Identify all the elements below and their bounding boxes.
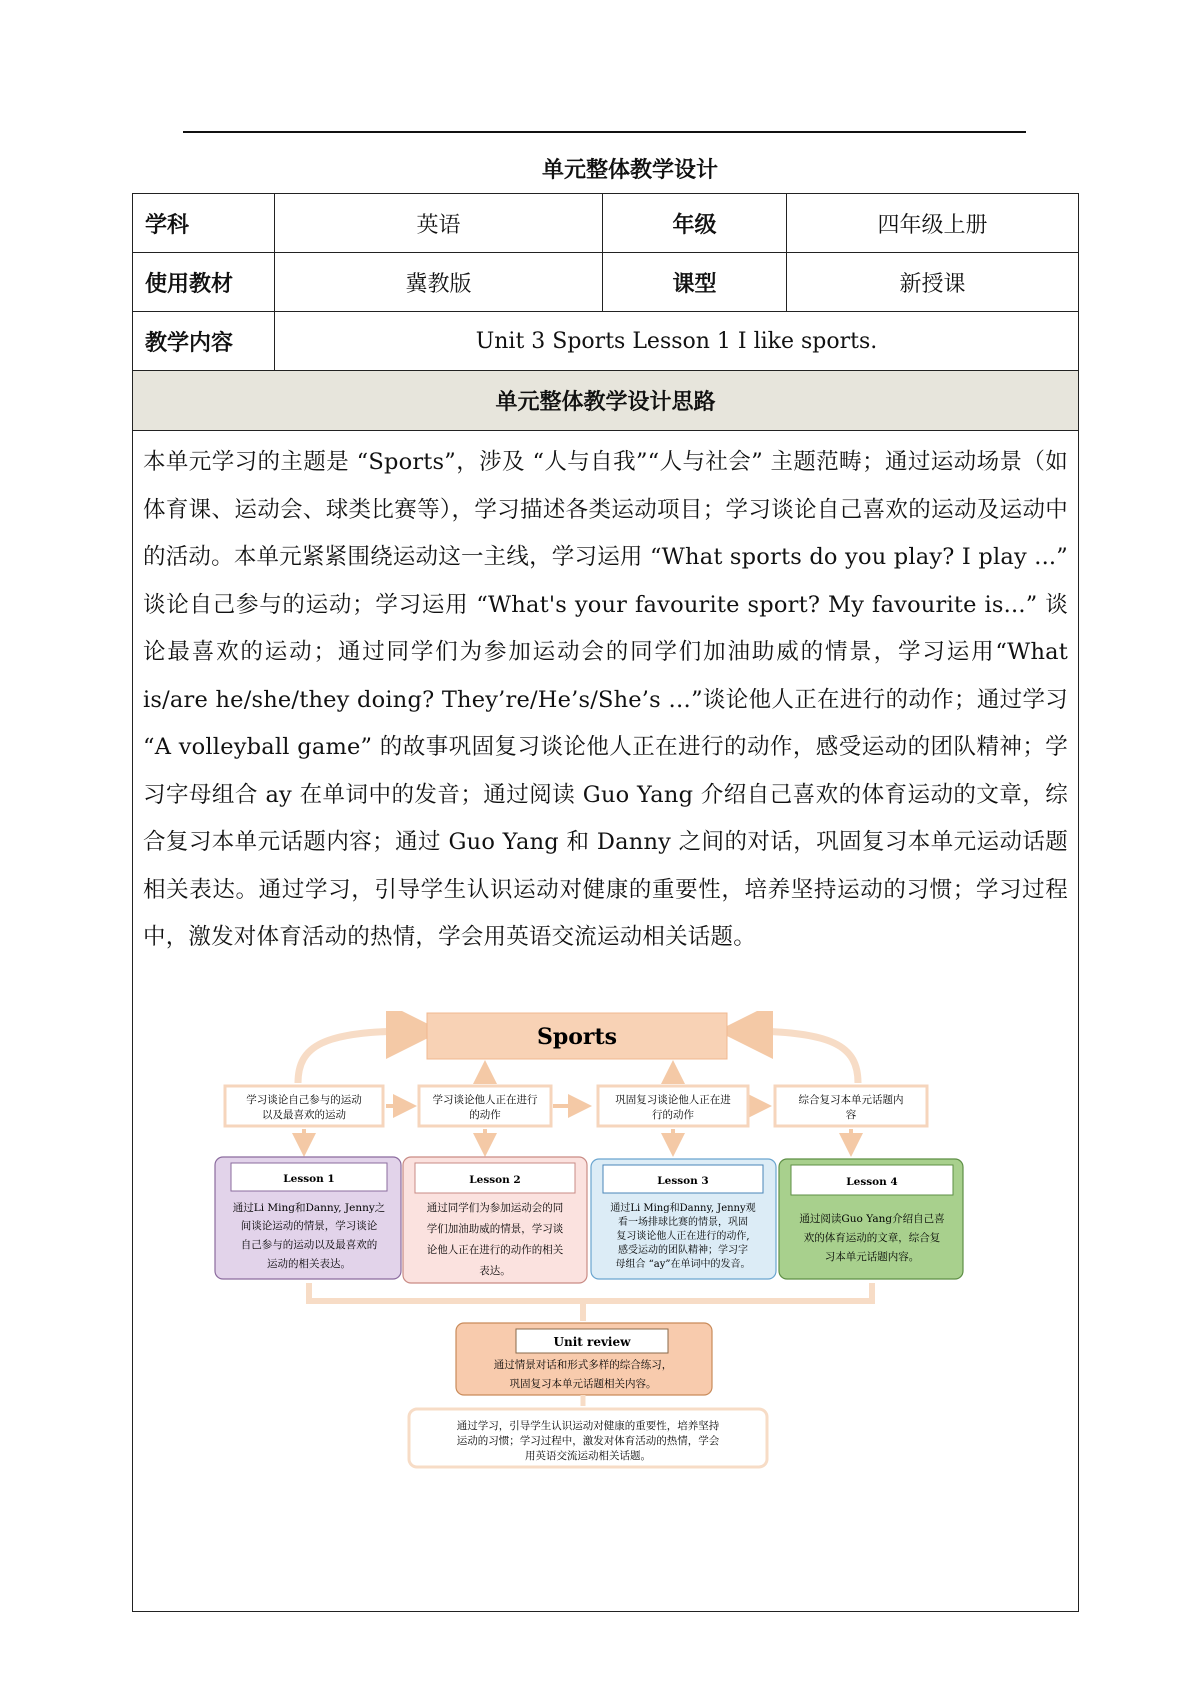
subject-value: 英语 bbox=[275, 194, 603, 253]
svg-text:容: 容 bbox=[845, 1109, 857, 1121]
svg-text:复习谈论他人正在进行的动作,: 复习谈论他人正在进行的动作, bbox=[616, 1231, 750, 1242]
svg-text:感受运动的团队精神；学习字: 感受运动的团队精神；学习字 bbox=[618, 1245, 748, 1256]
center-title: Sports bbox=[536, 1024, 618, 1050]
svg-text:通过Li Ming和Danny, Jenny之: 通过Li Ming和Danny, Jenny之 bbox=[232, 1202, 386, 1214]
svg-text:巩固复习谈论他人正在进: 巩固复习谈论他人正在进 bbox=[615, 1094, 731, 1106]
svg-text:Unit review: Unit review bbox=[553, 1335, 631, 1349]
section-header: 单元整体教学设计思路 bbox=[133, 371, 1079, 431]
svg-text:通过阅读Guo Yang介绍自己喜: 通过阅读Guo Yang介绍自己喜 bbox=[799, 1213, 945, 1225]
svg-text:运动的习惯；学习过程中，激发对体育活动的热情，学会: 运动的习惯；学习过程中，激发对体育活动的热情，学会 bbox=[456, 1435, 720, 1447]
textbook-label: 使用教材 bbox=[133, 253, 275, 312]
design-paragraph: 本单元学习的主题是 “Sports”，涉及 “人与自我”“人与社会” 主题范畴；通过运动场景（如体育课、运动会、球类比赛等），学习描述各类运动项目；学习谈论自己喜欢的运动及运动中的活动。本单元紧紧围绕运动这一主线，学习运用 “What sports do you play? I play ...” 谈论自己参与的运动；学习运用 “What's your favourite sport? My favourite is...” 谈论最喜欢的运动；通过同学们为参加运动会的同学们加油助威的情景，学习运用“What is/are he/she/they doing? They’re/He’s/She’s …”谈论他人正在进行的动作；通过学习 “A volleyball game” 的故事巩固复习谈论他人正在进行的动作，感受运动的团队精神；学习字母组合 ay 在单词中的发音；通过阅读 Guo Yang 介绍自己喜欢的体育运动的文章，综合复习本单元话题内容；通过 Guo Yang 和 Danny 之间的对话，巩固复习本单元运动话题相关表达。通过学习，引导学生认识运动对健康的重要性，培养坚持运动的习惯；学习过程中，激发对体育活动的热情，学会用英语交流运动相关话题。 bbox=[143, 449, 1068, 950]
svg-text:通过学习，引导学生认识运动对健康的重要性，培养坚持: 通过学习，引导学生认识运动对健康的重要性，培养坚持 bbox=[456, 1420, 720, 1432]
lesson-box-4 bbox=[779, 1159, 963, 1279]
overall-goal-box bbox=[409, 1409, 767, 1467]
info-row-textbook bbox=[133, 253, 1079, 312]
svg-text:母组合 “ay”在单词中的发音。: 母组合 “ay”在单词中的发音。 bbox=[615, 1259, 751, 1270]
svg-text:运动的相关表达。: 运动的相关表达。 bbox=[267, 1258, 351, 1270]
svg-text:Lesson 1: Lesson 1 bbox=[283, 1173, 335, 1185]
grade-value: 四年级上册 bbox=[787, 194, 1079, 253]
type-label: 课型 bbox=[603, 253, 787, 312]
lessons-bracket bbox=[309, 1283, 872, 1301]
lesson-box-2 bbox=[403, 1157, 587, 1283]
content-label: 教学内容 bbox=[133, 312, 275, 371]
grade-label: 年级 bbox=[603, 194, 787, 253]
goal-box-2 bbox=[419, 1086, 551, 1126]
svg-text:间谈论运动的情景，学习谈论: 间谈论运动的情景，学习谈论 bbox=[240, 1220, 378, 1232]
svg-text:学习谈论自己参与的运动: 学习谈论自己参与的运动 bbox=[246, 1094, 362, 1106]
content-value: Unit 3 Sports Lesson 1 I like sports. bbox=[275, 312, 1079, 371]
lesson-box-1 bbox=[215, 1157, 401, 1279]
left-curve-arrow bbox=[298, 1031, 428, 1083]
lesson-info-table bbox=[132, 193, 1079, 1612]
svg-text:行的动作: 行的动作 bbox=[652, 1109, 694, 1121]
unit-review-box bbox=[456, 1323, 712, 1395]
type-value: 新授课 bbox=[787, 253, 1079, 312]
svg-text:论他人正在进行的动作的相关: 论他人正在进行的动作的相关 bbox=[426, 1244, 564, 1256]
svg-text:巩固复习本单元话题相关内容。: 巩固复习本单元话题相关内容。 bbox=[509, 1378, 657, 1390]
goal-box-3 bbox=[598, 1086, 748, 1126]
svg-text:Lesson 2: Lesson 2 bbox=[469, 1174, 521, 1186]
svg-text:用英语交流运动相关话题。: 用英语交流运动相关话题。 bbox=[525, 1450, 651, 1462]
info-row-subject bbox=[133, 194, 1079, 253]
document-title: 单元整体教学设计 bbox=[541, 158, 718, 183]
svg-text:看一场排球比赛的情景，巩固: 看一场排球比赛的情景，巩固 bbox=[618, 1217, 748, 1228]
svg-text:通过Li Ming和Danny, Jenny观: 通过Li Ming和Danny, Jenny观 bbox=[610, 1203, 756, 1214]
goal-box-4 bbox=[775, 1086, 927, 1126]
right-curve-arrow bbox=[731, 1031, 858, 1083]
unit-structure-diagram bbox=[213, 1011, 993, 1506]
svg-text:习本单元话题内容。: 习本单元话题内容。 bbox=[824, 1251, 920, 1263]
svg-text:欢的体育运动的文章，综合复: 欢的体育运动的文章，综合复 bbox=[803, 1232, 941, 1244]
subject-label: 学科 bbox=[133, 194, 275, 253]
design-body-row bbox=[133, 431, 1079, 1612]
textbook-value: 冀教版 bbox=[275, 253, 603, 312]
svg-text:通过情景对话和形式多样的综合练习，: 通过情景对话和形式多样的综合练习， bbox=[493, 1359, 673, 1371]
svg-text:的动作: 的动作 bbox=[469, 1109, 501, 1121]
svg-text:自己参与的运动以及最喜欢的: 自己参与的运动以及最喜欢的 bbox=[240, 1239, 378, 1251]
section-header-row bbox=[133, 371, 1079, 431]
design-body-cell bbox=[133, 431, 1079, 1612]
svg-text:以及最喜欢的运动: 以及最喜欢的运动 bbox=[262, 1109, 346, 1121]
goal-box-1 bbox=[225, 1086, 383, 1126]
svg-text:Lesson 3: Lesson 3 bbox=[657, 1175, 709, 1187]
lesson-box-3 bbox=[591, 1159, 776, 1279]
svg-text:综合复习本单元话题内: 综合复习本单元话题内 bbox=[798, 1094, 904, 1106]
svg-text:学习谈论他人正在进行: 学习谈论他人正在进行 bbox=[432, 1094, 538, 1106]
svg-text:表达。: 表达。 bbox=[479, 1265, 511, 1277]
svg-text:学们加油助威的情景，学习谈: 学们加油助威的情景，学习谈 bbox=[426, 1223, 564, 1235]
svg-text:通过同学们为参加运动会的同: 通过同学们为参加运动会的同 bbox=[426, 1202, 564, 1214]
header-rule bbox=[183, 131, 1026, 133]
info-row-content bbox=[133, 312, 1079, 371]
svg-text:Lesson 4: Lesson 4 bbox=[846, 1176, 898, 1188]
